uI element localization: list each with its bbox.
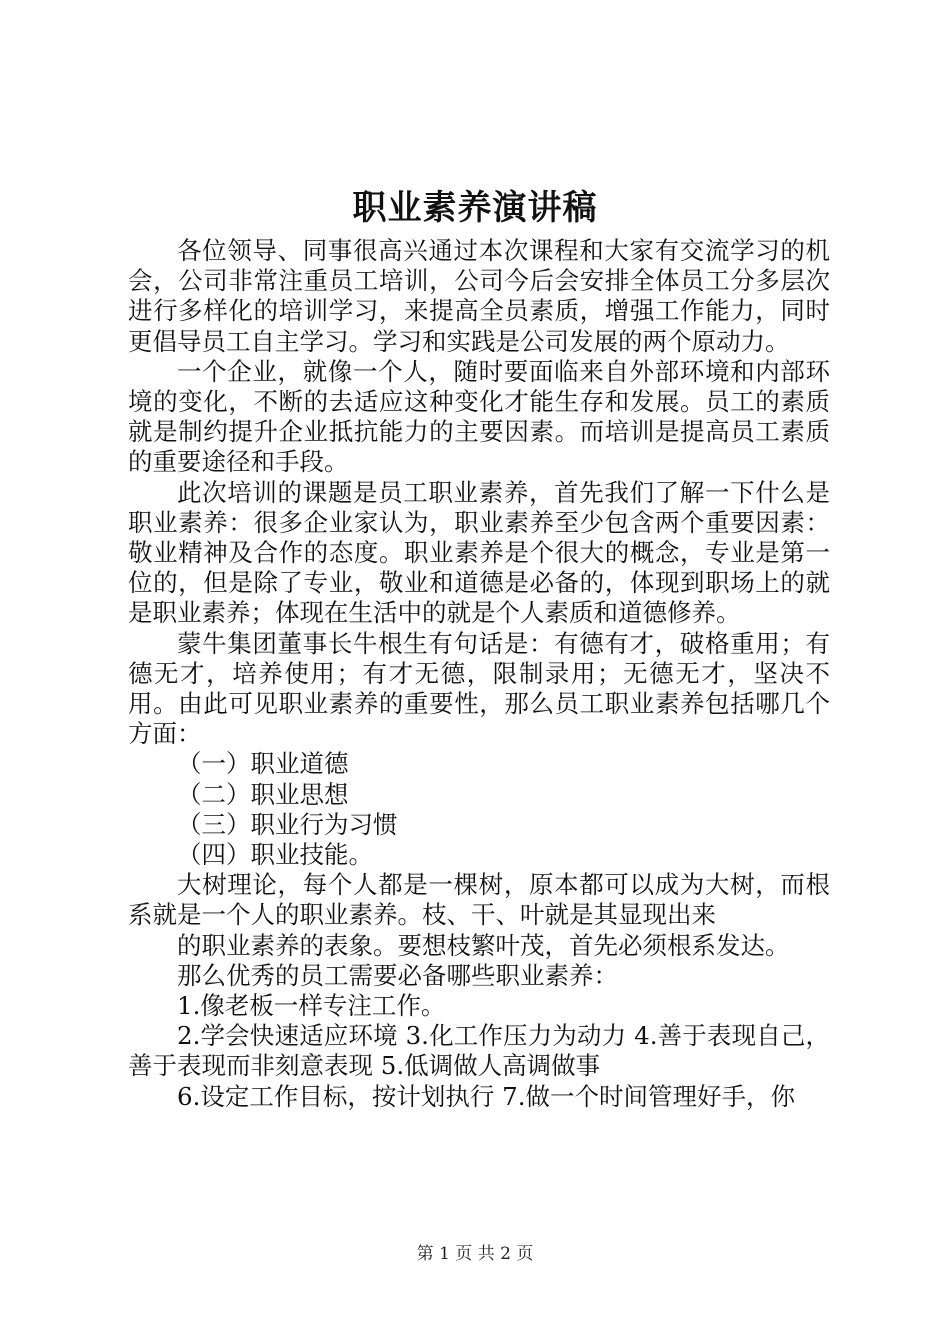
aspect-item-2: （二）职业思想 [177, 779, 349, 809]
aspect-item-4: （四）职业技能。 [177, 840, 373, 870]
paragraph-tree-theory: 大树理论，每个人都是一棵树，原本都可以成为大树，而根系就是一个人的职业素养。枝、干、叶就是其显现出来 [128, 870, 830, 930]
paragraph-quote: 蒙牛集团董事长牛根生有句话是：有德有才，破格重用；有德无才，培养使用；有才无德，限制录用；无德无才，坚决不用。由此可见职业素养的重要性，那么员工职业素养包括哪几个方面： [128, 628, 830, 749]
document-body [128, 236, 830, 1112]
aspect-item-3: （三）职业行为习惯 [177, 809, 398, 839]
list-item: 6.设定工作目标，按计划执行 7.做一个时间管理好手，你 [177, 1081, 796, 1111]
aspect-item-1: （一）职业道德 [177, 749, 349, 779]
list-item: 2.学会快速适应环境 3.化工作压力为动力 4.善于表现自己，善于表现而非刻意表现 5.低调做人高调做事 [128, 1021, 830, 1081]
paragraph-intro: 各位领导、同事很高兴通过本次课程和大家有交流学习的机会，公司非常注重员工培训，公司今后会安排全体员工分多层次进行多样化的培训学习，来提高全员素质，增强工作能力，同时更倡导员工自主学习。学习和实践是公司发展的两个原动力。 [128, 236, 830, 356]
paragraph-list-intro: 那么优秀的员工需要必备哪些职业素养： [177, 960, 618, 990]
list-item: 1.像老板一样专注工作。 [177, 991, 446, 1021]
page-footer: 第 1 页 共 2 页 [416, 1244, 534, 1264]
document-title: 职业素养演讲稿 [352, 188, 598, 228]
paragraph-tree-continuation: 的职业素养的表象。要想枝繁叶茂，首先必须根系发达。 [177, 930, 790, 960]
paragraph-enterprise: 一个企业，就像一个人，随时要面临来自外部环境和内部环境的变化，不断的去适应这种变化才能生存和发展。员工的素质就是制约提升企业抵抗能力的主要因素。而培训是提高员工素质的重要途径和手段。 [128, 356, 830, 477]
paragraph-training-topic: 此次培训的课题是员工职业素养，首先我们了解一下什么是职业素养：很多企业家认为，职业素养至少包含两个重要因素：敬业精神及合作的态度。职业素养是个很大的概念，专业是第一位的，但是除了专业，敬业和道德是必备的，体现到职场上的就是职业素养；体现在生活中的就是个人素质和道德修养。 [128, 477, 830, 628]
